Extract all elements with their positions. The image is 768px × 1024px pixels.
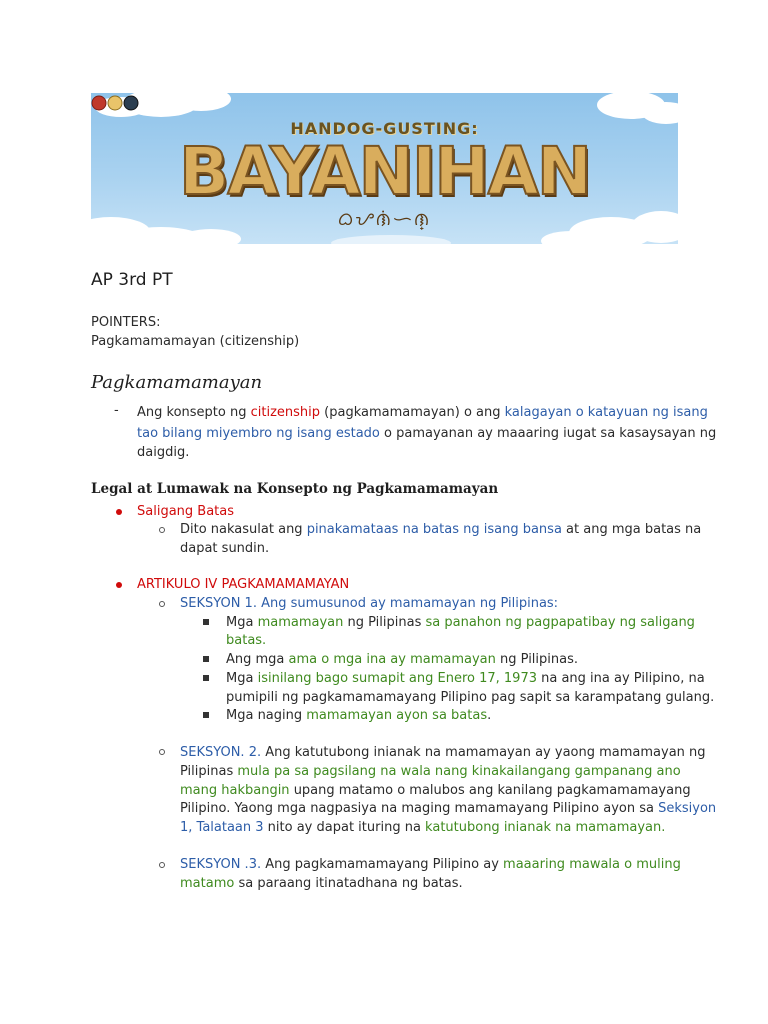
paragraph-line: Ang konsepto ng citizenship (pagkamamamayan) o ang kalagayan o katayuan ng isang — [137, 405, 708, 420]
pointers-label: POINTERS: — [91, 315, 161, 330]
list-item: ARTIKULO IV PAGKAMAMAMAYAN — [137, 577, 350, 592]
bullet-dot — [116, 509, 122, 515]
list-item-continued: 1, Talataan 3 nito ay dapat ituring na katutubong inianak na mamamayan. — [180, 820, 666, 835]
list-item-continued: batas. — [226, 633, 267, 648]
list-item: Mga mamamayan ng Pilipinas sa panahon ng pagpapatibay ng saligang — [226, 615, 695, 630]
list-item: SEKSYON .3. Ang pagkamamamayang Pilipino ay maaaring mawala o muling — [180, 857, 681, 872]
bullet-circle — [159, 527, 165, 533]
list-item: Ang mga ama o mga ina ay mamamayan ng Pilipinas. — [226, 652, 579, 667]
bullet-square — [203, 619, 209, 625]
bullet-circle — [159, 862, 165, 868]
bullet-circle — [159, 749, 165, 755]
bullet-square — [203, 656, 209, 662]
banner-subtitle: HANDOG-GUSTING: — [290, 119, 479, 138]
section-heading: Pagkamamamayan — [91, 372, 263, 393]
bullet-square — [203, 712, 209, 718]
list-item: SEKSYON. 2. Ang katutubong inianak na mamamayan ay yaong mamamayan ng — [180, 745, 706, 760]
list-item-continued: mang hakbangin upang matamo o malubos ang kanilang pagkamamamayang — [180, 783, 691, 798]
bullet-circle — [159, 601, 165, 607]
list-item: Saligang Batas — [137, 504, 235, 519]
paragraph-line: daigdig. — [137, 445, 190, 460]
subsection-heading: Legal at Lumawak na Konsepto ng Pagkamamamayan — [91, 481, 499, 497]
bullet-square — [203, 675, 209, 681]
list-item: Mga naging mamamayan ayon sa batas. — [226, 708, 492, 723]
banner-title: BAYANIHAN — [179, 133, 590, 210]
bullet-dot — [116, 582, 122, 588]
pointers-item: Pagkamamamayan (citizenship) — [91, 334, 300, 349]
list-item: Mga isinilang bago sumapit ang Enero 17, 1973 na ang ina ay Pilipino, na — [226, 671, 705, 686]
list-item: Dito nakasulat ang pinakamataas na batas ng isang bansa at ang mga batas na — [180, 522, 702, 537]
list-item-continued: matamo sa paraang itinatadhana ng batas. — [180, 876, 463, 891]
list-item-continued: dapat sundin. — [180, 541, 270, 556]
banner-baybayin: ᜊᜌᜈᜒᜑᜈ᜔ — [337, 209, 432, 230]
document-title: AP 3rd PT — [91, 270, 173, 290]
list-item: SEKSYON 1. Ang sumusunod ay mamamayan ng Pilipinas: — [180, 596, 559, 611]
paragraph-line: tao bilang miyembro ng isang estado o pamayanan ay maaaring iugat sa kasaysayan ng — [137, 426, 717, 441]
list-item-continued: Pilipino. Yaong mga nagpasiya na maging mamamayang Pilipino ayon sa Seksiyon — [180, 801, 717, 816]
header-banner — [91, 93, 678, 244]
seal-logos — [91, 93, 139, 113]
list-item-continued: Pilipinas mula pa sa pagsilang na wala nang kinakailangang gampanang ano — [180, 764, 681, 779]
list-item-continued: pumipili ng pagkamamamayang Pilipino pag sapit sa karampatang gulang. — [226, 690, 715, 705]
dash-bullet: - — [114, 403, 119, 418]
